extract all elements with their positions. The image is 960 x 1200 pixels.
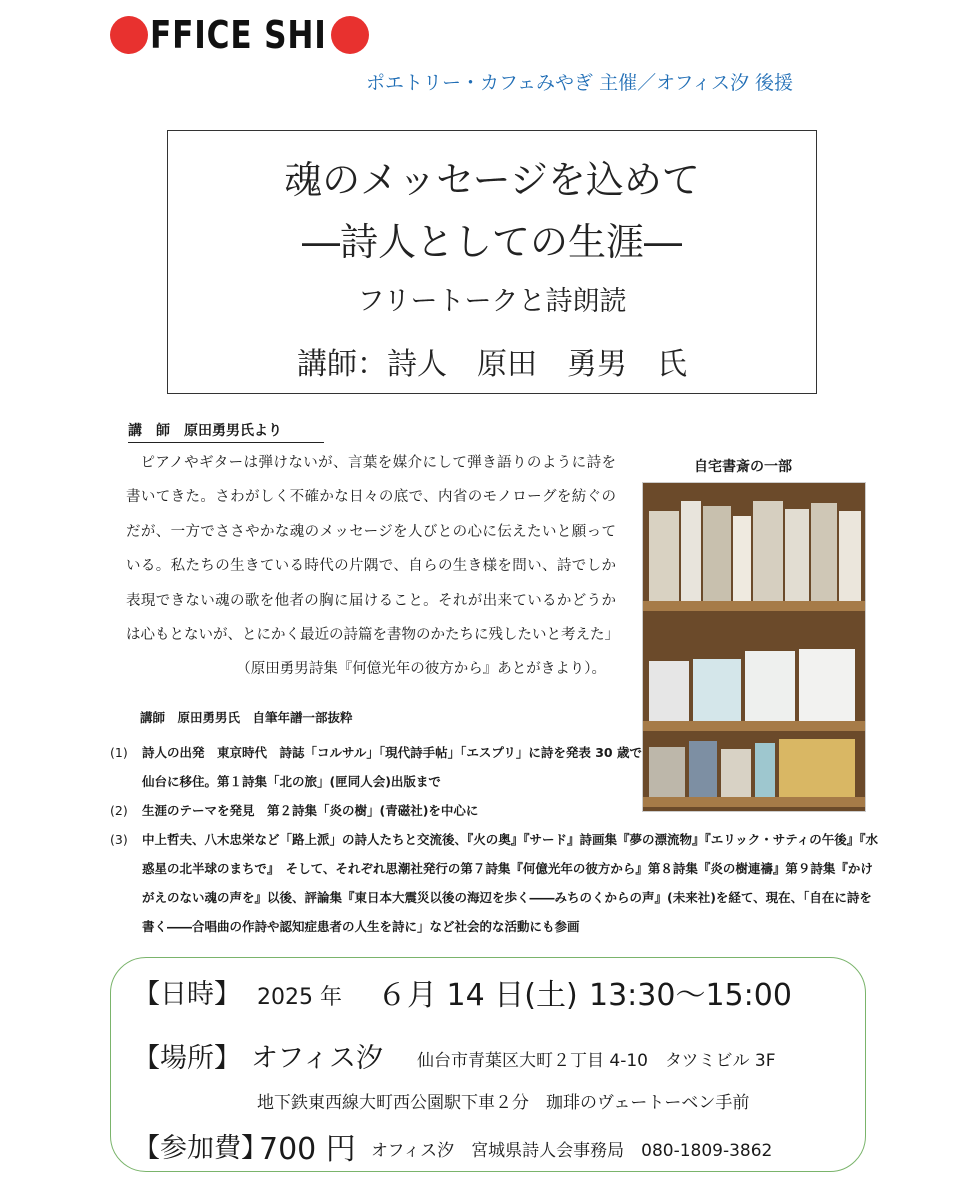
message-body: ピアノやギターは弾けないが、言葉を媒介にして弾き語りのように詩を書いてきた。さわがしく不確かな日々の底で、内省のモノローグを紡ぐのだが、一方でささやかな魂のメッセージを人びとの心に伝えたいと願っている。私たちの生きている時代の片隅で、自らの生き様を問い、詩でしか表現できない魂の歌を他者の胸に届けること。それが出来ているかどうかは心もとないが、とにかく最近の詩篇を書物のかたちに残したいと考えた」 — [126, 455, 619, 644]
place-name: オフィス汐 — [251, 1043, 384, 1074]
list-item: (3) 中上哲夫、八木忠栄など「路上派」の詩人たちと交流後、『火の奥』『サード』詩画集『夢の漂流物』『エリック・サティの午後』『水惑星の北半球のまちで』 そして、それぞれ思潮社発行の第７詩集『何億光年の彼方から』第８詩集『炎の樹連禱』第９詩集『かけがえのない魂の声を』以後、評論集『東日本大震災以後の海辺を歩く――みちのくからの声』(未来社)を経て、現在、「自在に詩を書く――合唱曲の作詩や認知症患者の人生を詩に」など社会的な活動にも参画 — [110, 832, 879, 934]
lecturer-message — [126, 446, 619, 687]
red-circle-icon — [110, 16, 148, 54]
main-title: 魂のメッセージを込めて — [284, 158, 700, 202]
bio-list — [110, 738, 880, 941]
event-format: フリートークと詩朗読 — [357, 286, 627, 317]
event-year: 2025 年 — [257, 985, 342, 1010]
red-circle-icon — [331, 16, 369, 54]
fee-label: 【参加費】 — [133, 1133, 268, 1164]
lecturer-line: 講師：詩人 原田 勇男 氏 — [297, 347, 687, 382]
message-source: （原田勇男詩集『何億光年の彼方から』あとがきより）。 — [236, 661, 606, 678]
office-shio-logo — [110, 10, 369, 60]
contact-info: オフィス汐 宮城県詩人会事務局 080-1809-3862 — [371, 1141, 773, 1161]
place-label: 【場所】 — [133, 1043, 241, 1074]
event-date: ６月 14 日(土) — [377, 978, 578, 1013]
date-label: 【日時】 — [133, 979, 241, 1010]
fee-amount: 700 円 — [259, 1132, 356, 1167]
list-item: (2) 生涯のテーマを発見 第２詩集「炎の樹」(青磁社)を中心に — [110, 803, 479, 818]
place-address: 仙台市青葉区大町２丁目 4-10 タツミビル 3F — [417, 1051, 776, 1071]
message-heading: 講 師 原田勇男氏より — [128, 420, 324, 443]
sponsor-line: ポエトリー・カフェみやぎ 主催／オフィス汐 後援 — [366, 72, 794, 94]
title-box — [167, 130, 817, 394]
sub-title: ―詩人としての生涯― — [301, 220, 682, 264]
photo-caption: 自宅書斎の一部 — [694, 459, 792, 475]
event-time: 13:30〜15:00 — [589, 978, 792, 1013]
list-item: (1) 詩人の出発 東京時代 詩誌「コルサル」「現代詩手帖」「エスプリ」に詩を発表 30 歳で仙台に移住。第１詩集「北の旅」(匣同人会)出版まで — [110, 745, 642, 789]
bio-heading: 講師 原田勇男氏 自筆年譜一部抜粋 — [140, 710, 353, 725]
place-access: 地下鉄東西線大町西公園駅下車２分 珈琲のヴェートーベン手前 — [257, 1093, 750, 1113]
event-info-box — [110, 957, 866, 1172]
logo-text: FFICE SHI — [150, 13, 327, 57]
